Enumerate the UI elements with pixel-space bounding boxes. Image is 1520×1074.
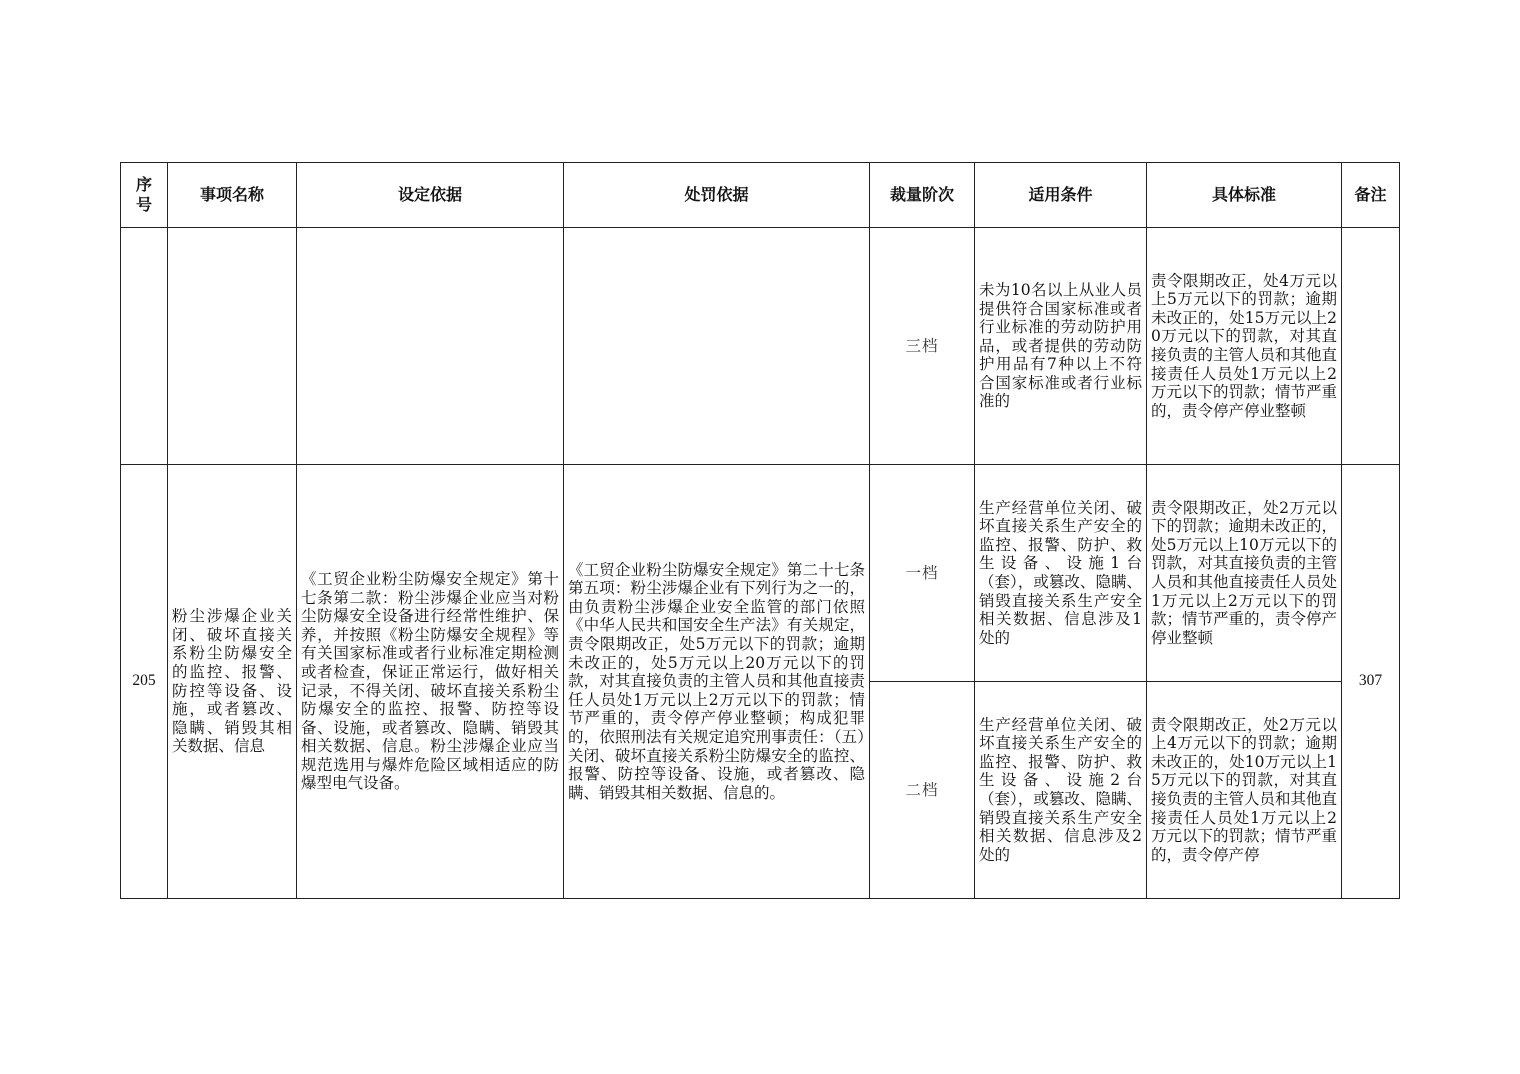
row-205-item-name: 粉尘涉爆企业关闭、破坏直接关系粉尘防爆安全的监控、报警、防控等设备、设施，或者篡改、隐瞒、销毁其相关数据、信息: [168, 465, 297, 899]
table-row-205-tier1: [121, 465, 1400, 682]
header-tier: 裁量阶次: [870, 163, 975, 228]
tier-two-standard: 责令限期改正，处2万元以上4万元以下的罚款；逾期未改正的，处10万元以上15万元以下的罚款，对其直接负责的主管人员和其他直接责任人员处1万元以上2万元以下的罚款；情节严重的，责令停产停: [1147, 682, 1342, 899]
tier-two-condition: 生产经营单位关闭、破坏直接关系生产安全的监控、报警、防护、救生设备、设施2台（套），或篡改、隐瞒、销毁直接关系生产安全相关数据、信息涉及2处的: [975, 682, 1147, 899]
header-row: [121, 163, 1400, 228]
tier-three-condition: 未为10名以上从业人员提供符合国家标准或者行业标准的劳动防护用品，或者提供的劳动防护用品有7种以上不符合国家标准或者行业标准的: [975, 228, 1147, 465]
header-penalty-basis: 处罚依据: [564, 163, 870, 228]
continued-remark-cell: [1342, 228, 1400, 465]
header-seq-line1: 序: [135, 175, 152, 194]
continued-penalty-basis-cell: [564, 228, 870, 465]
tier-one-condition: 生产经营单位关闭、破坏直接关系生产安全的监控、报警、防护、救生设备、设施1台（套），或篡改、隐瞒、销毁直接关系生产安全相关数据、信息涉及1处的: [975, 465, 1147, 682]
table-row-continued: [121, 228, 1400, 465]
row-205-remark: 307: [1342, 465, 1400, 899]
header-legal-basis: 设定依据: [297, 163, 564, 228]
continued-seq-cell: [121, 228, 168, 465]
tier-one-cell: 一档: [870, 465, 975, 682]
tier-three-cell: 三档: [870, 228, 975, 465]
row-205-seq: 205: [121, 465, 168, 899]
tier-two-cell: 二档: [870, 682, 975, 899]
header-condition: 适用条件: [975, 163, 1147, 228]
continued-item-name-cell: [168, 228, 297, 465]
header-seq-line2: 号: [135, 195, 152, 214]
tier-three-standard: 责令限期改正，处4万元以上5万元以下的罚款；逾期未改正的，处15万元以上20万元以下的罚款，对其直接负责的主管人员和其他直接责任人员处1万元以上2万元以下的罚款；情节严重的，责令停产停业整顿: [1147, 228, 1342, 465]
row-205-legal-basis: 《工贸企业粉尘防爆安全规定》第十七条第二款：粉尘涉爆企业应当对粉尘防爆安全设备进行经常性维护、保养，并按照《粉尘防爆安全规程》等有关国家标准或者行业标准定期检测或者检查，保证正常运行，做好相关记录，不得关闭、破坏直接关系粉尘防爆安全的监控、报警、防控等设备、设施，或者篡改、隐瞒、销毁其相关数据、信息。粉尘涉爆企业应当规范选用与爆炸危险区域相适应的防爆型电气设备。: [297, 465, 564, 899]
row-205-penalty-basis: 《工贸企业粉尘防爆安全规定》第二十七条第五项：粉尘涉爆企业有下列行为之一的，由负责粉尘涉爆企业安全监管的部门依照《中华人民共和国安全生产法》有关规定，责令限期改正，处5万元以下的罚款；逾期未改正的，处5万元以上20万元以下的罚款，对其直接负责的主管人员和其他直接责任人员处1万元以上2万元以下的罚款；情节严重的，责令停产停业整顿；构成犯罪的，依照刑法有关规定追究刑事责任：（五）关闭、破坏直接关系粉尘防爆安全的监控、报警、防控等设备、设施，或者篡改、隐瞒、销毁其相关数据、信息的。: [564, 465, 870, 899]
penalty-discretion-table: [120, 162, 1400, 899]
tier-one-standard: 责令限期改正，处2万元以下的罚款；逾期未改正的，处5万元以上10万元以下的罚款，对其直接负责的主管人员和其他直接责任人员处1万元以上2万元以下的罚款；情节严重的，责令停产停业整顿: [1147, 465, 1342, 682]
header-seq: [121, 163, 168, 228]
header-item-name: 事项名称: [168, 163, 297, 228]
continued-legal-basis-cell: [297, 228, 564, 465]
header-standard: 具体标准: [1147, 163, 1342, 228]
header-remark: 备注: [1342, 163, 1400, 228]
